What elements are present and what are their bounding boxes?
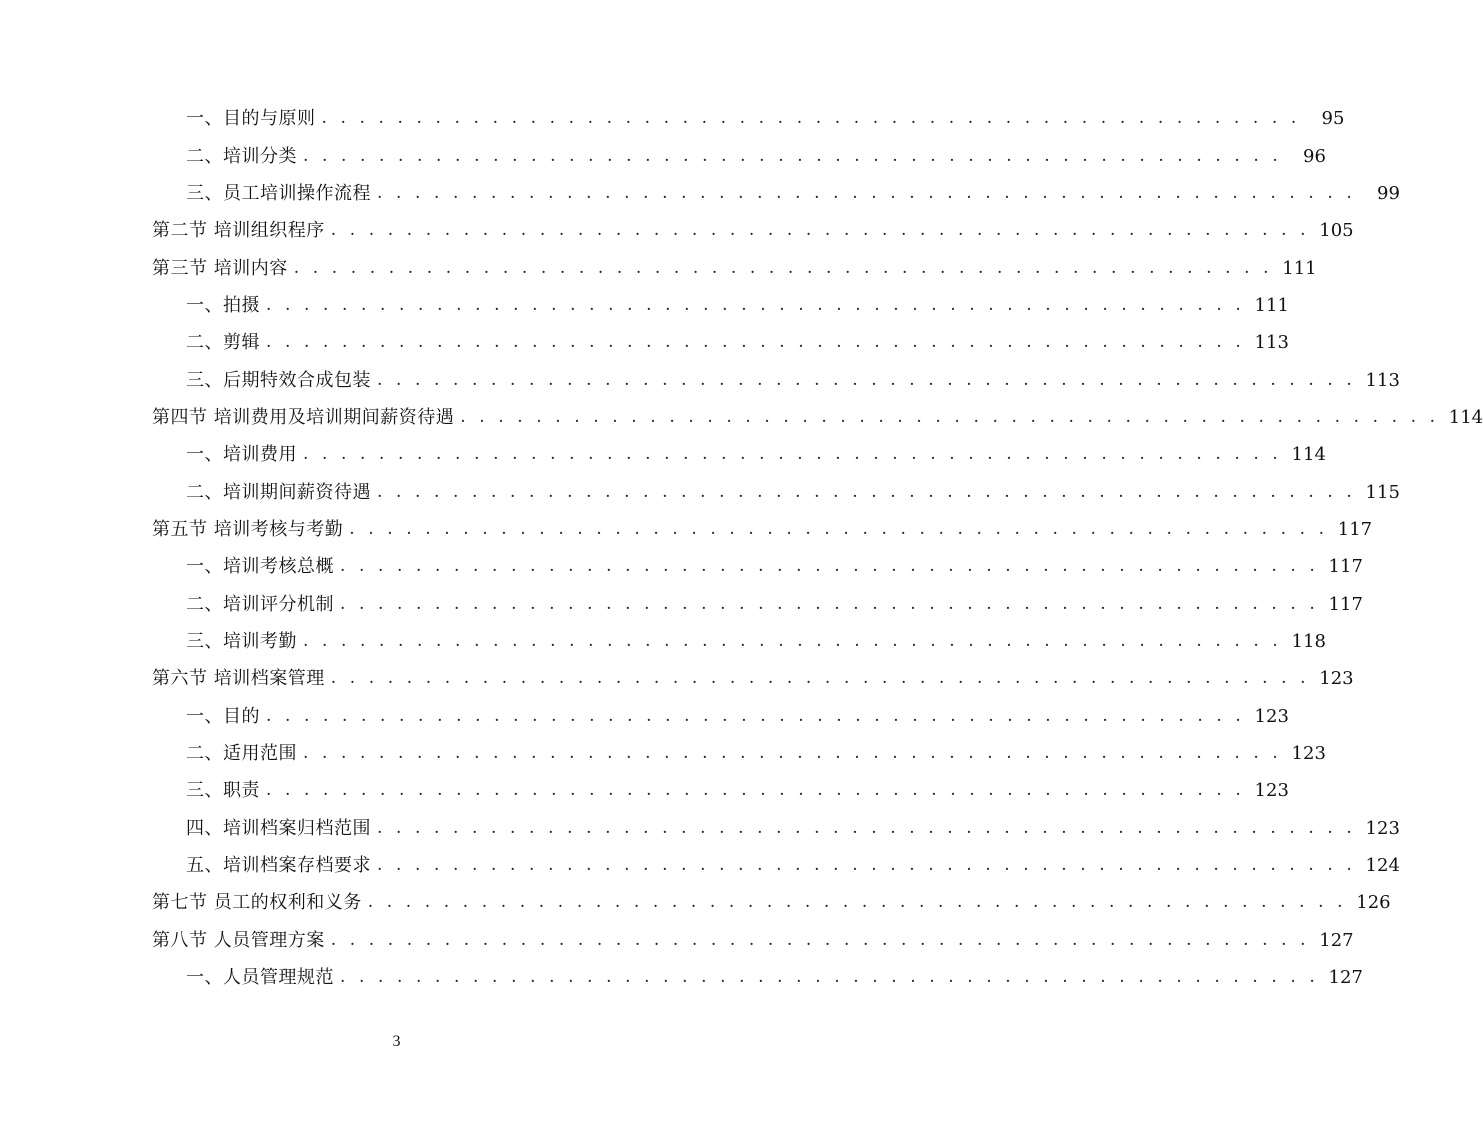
toc-entry-page: 123	[1319, 668, 1354, 690]
toc-dot-leader: . . . . . . . . . . . . . . . . . . . . . . . . . . . . . . . . . . . . . . . . . . . . . . . . . . . .	[303, 145, 1282, 166]
toc-entry[interactable]	[0, 361, 1400, 398]
toc-entry[interactable]	[0, 922, 1354, 959]
toc-entry-title: 三、后期特效合成包装	[186, 369, 371, 391]
toc-entry[interactable]	[0, 137, 1326, 174]
toc-entry[interactable]	[0, 511, 1373, 548]
toc-entry-page: 117	[1337, 518, 1373, 540]
toc-entry-title: 二、培训期间薪资待遇	[186, 481, 371, 503]
toc-dot-leader: . . . . . . . . . . . . . . . . . . . . . . . . . . . . . . . . . . . . . . . . . . . . . . . . . . . .	[266, 780, 1245, 801]
toc-dot-leader: . . . . . . . . . . . . . . . . . . . . . . . . . . . . . . . . . . . . . . . . . . . . . . . . . . . .	[330, 220, 1310, 241]
toc-entry[interactable]	[0, 100, 1345, 137]
toc-entry-page: 117	[1328, 593, 1363, 615]
toc-entry[interactable]	[0, 660, 1354, 697]
toc-entry[interactable]	[0, 623, 1326, 660]
toc-entry[interactable]	[0, 399, 1483, 436]
toc-entry-title: 一、拍摄	[186, 294, 260, 316]
toc-dot-leader: . . . . . . . . . . . . . . . . . . . . . . . . . . . . . . . . . . . . . . . . . . . . . . . . . . . .	[460, 406, 1440, 427]
toc-dot-leader: . . . . . . . . . . . . . . . . . . . . . . . . . . . . . . . . . . . . . . . . . . . . . . . . . . . .	[377, 855, 1356, 876]
toc-entry-title: 四、培训档案归档范围	[186, 817, 371, 839]
toc-entry-page: 127	[1319, 929, 1354, 951]
page-number: 3	[392, 1033, 401, 1050]
toc-entry-page: 99	[1377, 182, 1400, 204]
toc-entry-page: 123	[1254, 705, 1289, 727]
toc-entry-page: 111	[1282, 257, 1317, 279]
toc-entry[interactable]	[0, 810, 1400, 847]
toc-entry[interactable]	[0, 436, 1326, 473]
toc-entry[interactable]	[0, 324, 1289, 361]
toc-entry[interactable]	[0, 959, 1363, 996]
toc-dot-leader: . . . . . . . . . . . . . . . . . . . . . . . . . . . . . . . . . . . . . . . . . . . . . . . . . . . .	[330, 668, 1310, 689]
toc-entry[interactable]	[0, 847, 1400, 884]
toc-entry-page: 123	[1365, 817, 1400, 839]
toc-entry-title: 一、人员管理规范	[186, 967, 334, 989]
toc-dot-leader: . . . . . . . . . . . . . . . . . . . . . . . . . . . . . . . . . . . . . . . . . . . . . . . . . . . .	[349, 518, 1329, 539]
toc-dot-leader: . . . . . . . . . . . . . . . . . . . . . . . . . . . . . . . . . . . . . . . . . . . . . . . . . . . .	[303, 743, 1282, 764]
toc-dot-leader: . . . . . . . . . . . . . . . . . . . . . . . . . . . . . . . . . . . . . . . . . . . . . . . . . . . .	[303, 444, 1282, 465]
toc-entry-title: 三、职责	[186, 780, 260, 802]
toc-dot-leader: . . . . . . . . . . . . . . . . . . . . . . . . . . . . . . . . . . . . . . . . . . . . . . . . . . . .	[377, 817, 1356, 838]
toc-entry-page: 95	[1321, 108, 1345, 130]
toc-dot-leader: . . . . . . . . . . . . . . . . . . . . . . . . . . . . . . . . . . . . . . . . . . . . . . . . . . . .	[321, 108, 1301, 129]
toc-entry-page: 105	[1319, 220, 1354, 242]
toc-dot-leader: . . . . . . . . . . . . . . . . . . . . . . . . . . . . . . . . . . . . . . . . . . . . . . . . . . . .	[377, 182, 1356, 203]
toc-entry-page: 113	[1254, 332, 1289, 354]
toc-entry-title: 一、目的	[186, 705, 260, 727]
toc-entry[interactable]	[0, 249, 1317, 286]
toc-dot-leader: . . . . . . . . . . . . . . . . . . . . . . . . . . . . . . . . . . . . . . . . . . . . . . . . . . . .	[303, 630, 1282, 651]
toc-entry-title: 第五节 培训考核与考勤	[152, 518, 344, 540]
toc-dot-leader: . . . . . . . . . . . . . . . . . . . . . . . . . . . . . . . . . . . . . . . . . . . . . . . . . . . .	[377, 481, 1356, 502]
toc-dot-leader: . . . . . . . . . . . . . . . . . . . . . . . . . . . . . . . . . . . . . . . . . . . . . . . . . . . .	[266, 332, 1245, 353]
toc-entry-title: 第六节 培训档案管理	[152, 668, 325, 690]
toc-entry-title: 第四节 培训费用及培训期间薪资待遇	[152, 406, 455, 428]
toc-dot-leader: . . . . . . . . . . . . . . . . . . . . . . . . . . . . . . . . . . . . . . . . . . . . . . . . . . . .	[340, 593, 1319, 614]
toc-entry-page: 113	[1365, 369, 1400, 391]
toc-entry-title: 第八节 人员管理方案	[152, 929, 325, 951]
toc-entry-page: 111	[1254, 294, 1289, 316]
toc-entry-title: 三、员工培训操作流程	[186, 182, 371, 204]
toc-entry-page: 123	[1254, 780, 1289, 802]
table-of-contents	[0, 100, 1483, 996]
toc-entry-title: 二、培训评分机制	[186, 593, 334, 615]
toc-dot-leader: . . . . . . . . . . . . . . . . . . . . . . . . . . . . . . . . . . . . . . . . . . . . . . . . . . . .	[340, 556, 1319, 577]
toc-dot-leader: . . . . . . . . . . . . . . . . . . . . . . . . . . . . . . . . . . . . . . . . . . . . . . . . . . . .	[367, 892, 1347, 913]
toc-entry[interactable]	[0, 548, 1363, 585]
toc-entry-title: 第七节 员工的权利和义务	[152, 892, 362, 914]
toc-entry-title: 三、培训考勤	[186, 630, 297, 652]
toc-entry-page: 123	[1291, 743, 1326, 765]
toc-entry-page: 127	[1328, 967, 1363, 989]
toc-entry-title: 一、培训费用	[186, 444, 297, 466]
toc-entry-page: 96	[1303, 145, 1326, 167]
toc-entry[interactable]	[0, 287, 1289, 324]
toc-entry-page: 114	[1448, 406, 1483, 428]
toc-entry-title: 二、适用范围	[186, 743, 297, 765]
toc-entry[interactable]	[0, 735, 1326, 772]
toc-entry[interactable]	[0, 772, 1289, 809]
toc-entry[interactable]	[0, 884, 1391, 921]
toc-dot-leader: . . . . . . . . . . . . . . . . . . . . . . . . . . . . . . . . . . . . . . . . . . . . . . . . . . . .	[293, 257, 1273, 278]
toc-dot-leader: . . . . . . . . . . . . . . . . . . . . . . . . . . . . . . . . . . . . . . . . . . . . . . . . . . . .	[330, 929, 1310, 950]
toc-entry-page: 117	[1328, 556, 1363, 578]
toc-entry-title: 一、培训考核总概	[186, 556, 334, 578]
toc-entry[interactable]	[0, 698, 1289, 735]
toc-entry-page: 126	[1356, 892, 1391, 914]
toc-dot-leader: . . . . . . . . . . . . . . . . . . . . . . . . . . . . . . . . . . . . . . . . . . . . . . . . . . . .	[377, 369, 1356, 390]
toc-entry-title: 第二节 培训组织程序	[152, 220, 325, 242]
toc-entry-title: 五、培训档案存档要求	[186, 855, 371, 877]
toc-entry-page: 114	[1291, 444, 1326, 466]
toc-dot-leader: . . . . . . . . . . . . . . . . . . . . . . . . . . . . . . . . . . . . . . . . . . . . . . . . . . . .	[266, 705, 1245, 726]
toc-dot-leader: . . . . . . . . . . . . . . . . . . . . . . . . . . . . . . . . . . . . . . . . . . . . . . . . . . . .	[266, 294, 1245, 315]
toc-entry-title: 二、剪辑	[186, 332, 260, 354]
toc-entry-title: 第三节 培训内容	[152, 257, 288, 279]
toc-entry-page: 118	[1291, 630, 1326, 652]
toc-entry[interactable]	[0, 175, 1400, 212]
toc-entry[interactable]	[0, 585, 1363, 622]
toc-dot-leader: . . . . . . . . . . . . . . . . . . . . . . . . . . . . . . . . . . . . . . . . . . . . . . . . . . . .	[340, 967, 1319, 988]
toc-entry[interactable]	[0, 212, 1354, 249]
toc-entry-page: 124	[1365, 855, 1400, 877]
toc-entry-title: 二、培训分类	[186, 145, 297, 167]
toc-entry[interactable]	[0, 473, 1400, 510]
toc-entry-page: 115	[1365, 481, 1400, 503]
toc-entry-title: 一、目的与原则	[186, 108, 316, 130]
